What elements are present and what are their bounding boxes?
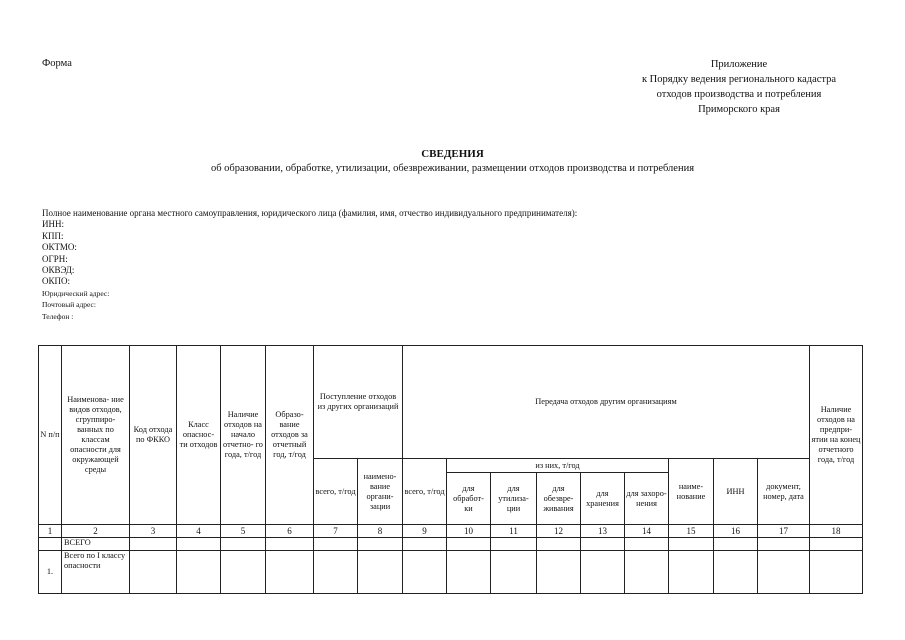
table-cell xyxy=(810,551,863,594)
column-number: 13 xyxy=(581,525,625,538)
field-ogrn: ОГРН: xyxy=(42,253,68,264)
table-cell xyxy=(447,551,491,594)
table-cell xyxy=(714,538,758,551)
column-number: 3 xyxy=(130,525,177,538)
table-cell xyxy=(314,551,358,594)
header-utilization: для утилиза- ции xyxy=(491,473,537,525)
column-number: 2 xyxy=(62,525,130,538)
table-cell xyxy=(669,538,714,551)
header-burial: для захоро- нения xyxy=(625,473,669,525)
table-cell xyxy=(358,551,403,594)
appendix-line: к Порядку ведения регионального кадастра xyxy=(641,74,837,85)
field-oktmo: ОКТМО: xyxy=(42,242,77,253)
table-cell xyxy=(625,538,669,551)
header-fkko-code: Код отхода по ФККО xyxy=(130,346,177,525)
column-number: 9 xyxy=(403,525,447,538)
header-generated: Образо- вание отходов за отчетный год, т/год xyxy=(266,346,314,525)
field-full-name: Полное наименование органа местного самоуправления, юридического лица (фамилия, имя, отчество индивидуального предпринимателя): xyxy=(42,208,578,218)
table-cell xyxy=(266,551,314,594)
field-inn: ИНН: xyxy=(42,219,64,230)
header-receipt: Поступление отходов из других организаций xyxy=(314,346,403,459)
header-document: документ, номер, дата xyxy=(758,459,810,525)
field-legal-address: Юридический адрес: xyxy=(42,288,110,298)
column-number: 7 xyxy=(314,525,358,538)
column-number: 6 xyxy=(266,525,314,538)
table-row xyxy=(39,538,863,551)
header-org-name: наиме- нование xyxy=(669,459,714,525)
table-cell xyxy=(491,551,537,594)
table-cell xyxy=(221,551,266,594)
appendix-block xyxy=(580,57,898,117)
table-cell xyxy=(714,551,758,594)
table-cell xyxy=(625,551,669,594)
field-phone: Телефон : xyxy=(42,311,74,321)
header-neutralization: для обезвре- живания xyxy=(537,473,581,525)
table-cell xyxy=(537,551,581,594)
table-cell xyxy=(758,538,810,551)
header-transfer-total: всего, т/год xyxy=(403,459,447,525)
appendix-line: отходов производства и потребления xyxy=(656,89,822,100)
header-transfer: Передача отходов другим организациям xyxy=(403,346,810,459)
field-postal-address: Почтовый адрес: xyxy=(42,300,96,310)
table-cell xyxy=(491,538,537,551)
table-cell xyxy=(314,538,358,551)
document-subtitle: об образовании, обработке, утилизации, обезвреживании, размещении отходов производства и потребления xyxy=(210,163,695,174)
header-hazard-class: Класс опаснос- ти отходов xyxy=(177,346,221,525)
column-number: 11 xyxy=(491,525,537,538)
header-receipt-org: наимено- вание органи- зации xyxy=(358,459,403,525)
row-number: 1. xyxy=(39,551,62,594)
column-number: 15 xyxy=(669,525,714,538)
column-number: 12 xyxy=(537,525,581,538)
header-end-amount: Наличие отходов на предпри- ятии на конец отчетного года, т/год xyxy=(810,346,863,525)
table-row xyxy=(39,551,863,594)
column-number: 4 xyxy=(177,525,221,538)
header-storage: для хранения xyxy=(581,473,625,525)
table-cell xyxy=(177,551,221,594)
table-cell xyxy=(758,551,810,594)
column-number: 10 xyxy=(447,525,491,538)
table-cell xyxy=(221,538,266,551)
column-number: 14 xyxy=(625,525,669,538)
column-number: 8 xyxy=(358,525,403,538)
field-kpp: КПП: xyxy=(42,230,64,241)
table-cell xyxy=(177,538,221,551)
row-label-class-1: Всего по I классу опасности xyxy=(62,551,130,594)
header-waste-name: Наименова- ние видов отходов, сгруппиро- ванных по классам опасности для окружающей среды xyxy=(62,346,130,525)
column-number: 16 xyxy=(714,525,758,538)
table-cell xyxy=(358,538,403,551)
table-cell xyxy=(581,551,625,594)
column-number: 5 xyxy=(221,525,266,538)
form-label: Форма xyxy=(42,58,72,69)
table-cell xyxy=(130,551,177,594)
table-cell xyxy=(669,551,714,594)
header-of-them: из них, т/год xyxy=(447,459,669,473)
table-cell xyxy=(447,538,491,551)
header-processing: для обработ- ки xyxy=(447,473,491,525)
appendix-line: Приложение xyxy=(710,59,768,70)
document-title: СВЕДЕНИЯ xyxy=(421,148,484,160)
table-cell xyxy=(537,538,581,551)
organization-fields xyxy=(42,208,577,322)
row-label-total: ВСЕГО xyxy=(62,538,130,551)
header-num: N п/п xyxy=(39,346,62,525)
table-cell xyxy=(403,551,447,594)
appendix-line: Приморского края xyxy=(698,104,780,115)
field-okpo: ОКПО: xyxy=(42,276,71,287)
table-cell xyxy=(266,538,314,551)
header-inn: ИНН xyxy=(714,459,758,525)
row-number xyxy=(39,538,62,551)
table-cell xyxy=(403,538,447,551)
waste-report-table xyxy=(38,345,863,594)
header-receipt-total: всего, т/год xyxy=(314,459,358,525)
table-cell xyxy=(810,538,863,551)
header-start-amount: Наличие отходов на начало отчетно- го года, т/год xyxy=(221,346,266,525)
column-number: 18 xyxy=(810,525,863,538)
table-cell xyxy=(581,538,625,551)
column-number: 17 xyxy=(758,525,810,538)
table-cell xyxy=(130,538,177,551)
field-okved: ОКВЭД: xyxy=(42,264,75,275)
column-number: 1 xyxy=(39,525,62,538)
